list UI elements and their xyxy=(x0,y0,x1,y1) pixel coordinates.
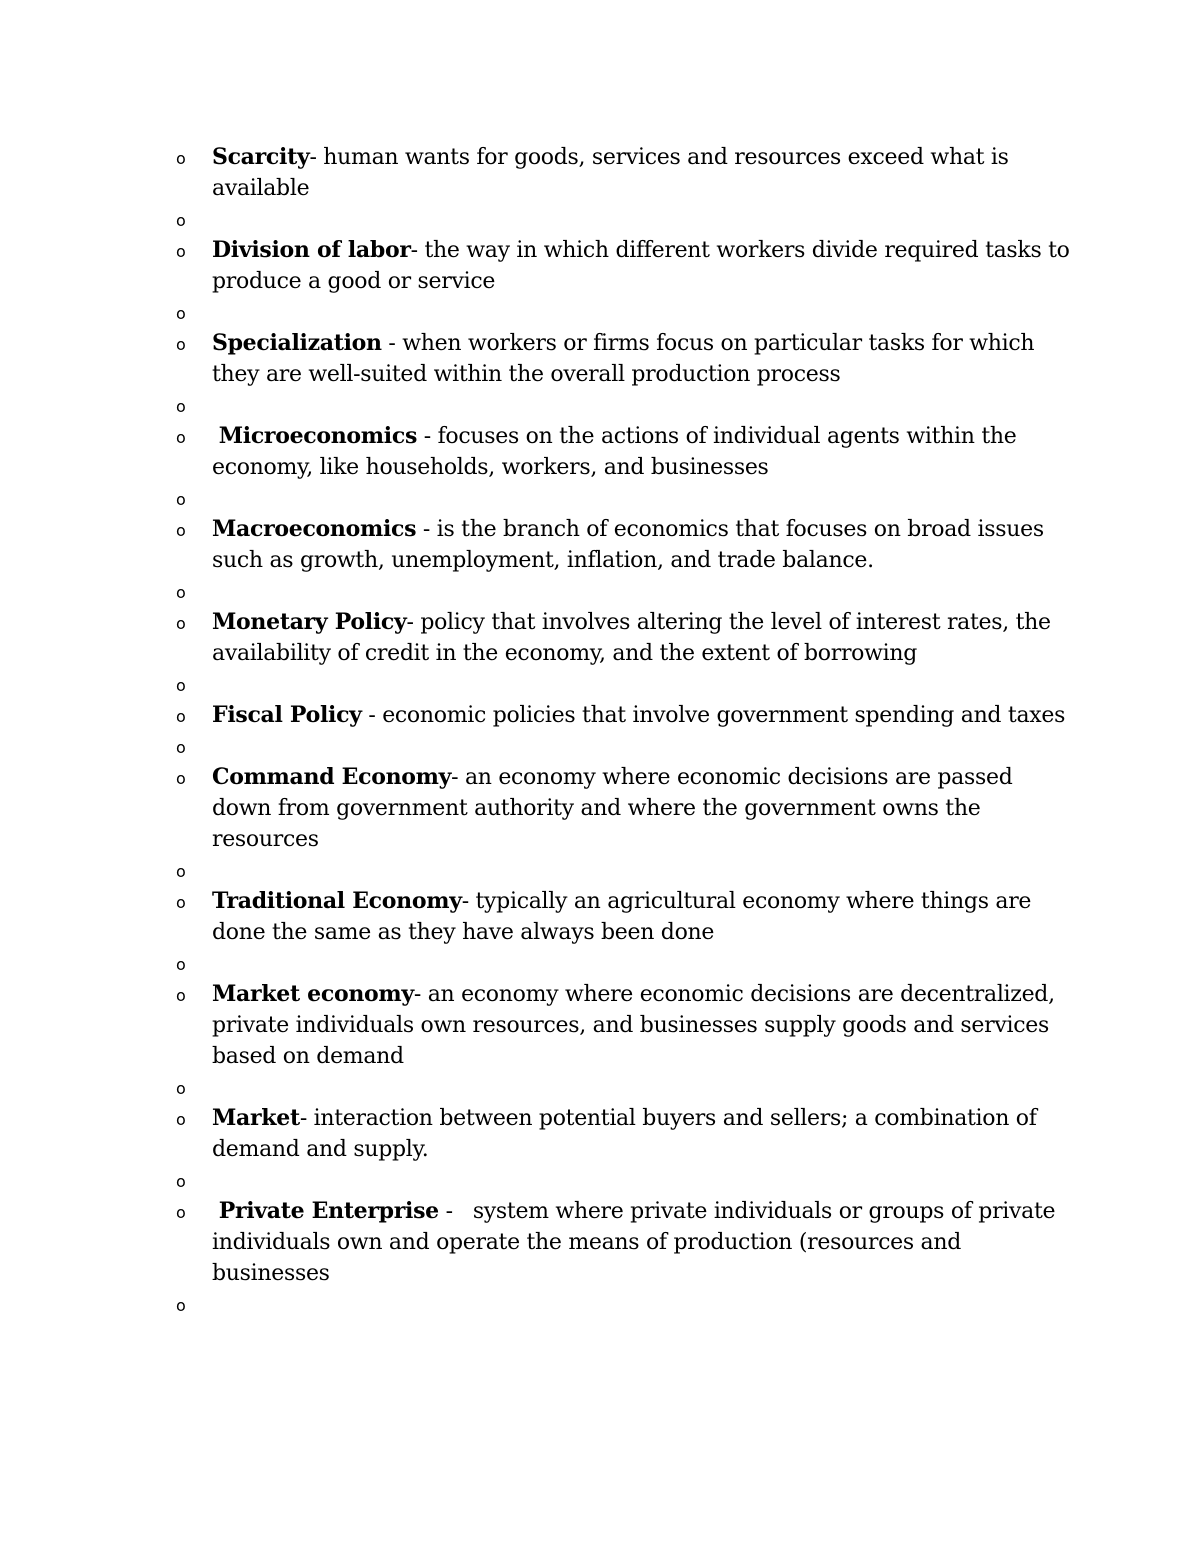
definition-item xyxy=(0,328,1200,390)
bullet-icon: o xyxy=(176,986,186,1005)
definition-separator: - xyxy=(406,610,421,635)
bullet-icon: o xyxy=(176,397,186,416)
definition-separator: - xyxy=(451,765,465,790)
bullet-icon: o xyxy=(176,304,186,323)
bullet-icon: o xyxy=(176,1079,186,1098)
empty-list-item xyxy=(0,731,1200,762)
bullet-icon: o xyxy=(176,1296,186,1315)
definition-text: when workers or firms focus on particular tasks for which they are well-suited within the overall production process xyxy=(212,331,1035,387)
definition-text: focuses on the actions of individual agents within the economy, like households, workers, and businesses xyxy=(212,424,1017,480)
definition-item xyxy=(0,979,1200,1072)
empty-list-item xyxy=(0,204,1200,235)
definition-text: the way in which different workers divide required tasks to produce a good or service xyxy=(212,238,1070,294)
definition-text: an economy where economic decisions are passed down from government authority and where the government owns the resources xyxy=(212,765,1013,852)
empty-list-item xyxy=(0,576,1200,607)
bullet-icon: o xyxy=(176,1203,186,1222)
definition-item xyxy=(0,607,1200,669)
bullet-icon: o xyxy=(176,676,186,695)
definition-list xyxy=(0,142,1200,1320)
bullet-icon: o xyxy=(176,769,186,788)
bullet-icon: o xyxy=(176,428,186,447)
definition-separator: - xyxy=(361,703,383,728)
definition-term: Macroeconomics xyxy=(212,516,417,542)
definition-text: economic policies that involve government spending and taxes xyxy=(382,703,1066,728)
definition-separator: - xyxy=(381,331,403,356)
definition-separator: - xyxy=(299,1106,314,1131)
definition-text: an economy where economic decisions are decentralized, private individuals own resources, and businesses supply goods and services based on demand xyxy=(212,982,1055,1069)
bullet-icon: o xyxy=(176,149,186,168)
definition-term: Specialization xyxy=(212,330,382,356)
definition-text: policy that involves altering the level of interest rates, the availability of credit in the economy, and the extent of borrowing xyxy=(212,610,1051,666)
definition-term: Division of labor xyxy=(212,237,411,263)
definition-separator: - xyxy=(413,982,428,1007)
empty-list-item xyxy=(0,483,1200,514)
bullet-icon: o xyxy=(176,955,186,974)
definition-text: human wants for goods, services and resources exceed what is available xyxy=(212,145,1009,201)
definition-separator: - xyxy=(416,517,437,542)
bullet-icon: o xyxy=(176,242,186,261)
bullet-icon: o xyxy=(176,1110,186,1129)
definition-separator: - xyxy=(438,1199,473,1224)
bullet-icon: o xyxy=(176,1172,186,1191)
definition-term: Traditional Economy xyxy=(212,888,462,914)
bullet-icon: o xyxy=(176,862,186,881)
empty-list-item xyxy=(0,948,1200,979)
definition-separator: - xyxy=(417,424,438,449)
definition-term: Private Enterprise xyxy=(218,1198,439,1224)
definition-separator: - xyxy=(309,145,324,170)
bullet-icon: o xyxy=(176,614,186,633)
empty-list-item xyxy=(0,1289,1200,1320)
definition-item xyxy=(0,514,1200,576)
definition-term: Market economy xyxy=(212,981,414,1007)
definition-text: typically an agricultural economy where things are done the same as they have always been done xyxy=(212,889,1032,945)
definition-item xyxy=(0,886,1200,948)
definition-item xyxy=(0,235,1200,297)
definition-term: Scarcity xyxy=(212,144,310,170)
definition-term: Market xyxy=(212,1105,300,1131)
definition-item xyxy=(0,1103,1200,1165)
definition-term: Monetary Policy xyxy=(212,609,407,635)
empty-list-item xyxy=(0,1165,1200,1196)
definition-item xyxy=(0,142,1200,204)
definition-separator: - xyxy=(461,889,476,914)
bullet-icon: o xyxy=(176,335,186,354)
definition-term: Microeconomics xyxy=(218,423,418,449)
definition-text: is the branch of economics that focuses on broad issues such as growth, unemployment, inflation, and trade balance. xyxy=(212,517,1044,573)
bullet-icon: o xyxy=(176,583,186,602)
definition-item xyxy=(0,700,1200,731)
definition-text: system where private individuals or groups of private individuals own and operate the means of production (resources and businesses xyxy=(212,1199,1056,1286)
definition-term: Command Economy xyxy=(212,764,452,790)
empty-list-item xyxy=(0,1072,1200,1103)
bullet-icon: o xyxy=(176,893,186,912)
definition-item xyxy=(0,421,1200,483)
bullet-icon: o xyxy=(176,707,186,726)
bullet-icon: o xyxy=(176,211,186,230)
bullet-icon: o xyxy=(176,521,186,540)
empty-list-item xyxy=(0,855,1200,886)
bullet-icon: o xyxy=(176,738,186,757)
empty-list-item xyxy=(0,297,1200,328)
definition-text: interaction between potential buyers and sellers; a combination of demand and supply. xyxy=(212,1106,1037,1162)
definition-item xyxy=(0,1196,1200,1289)
definition-term: Fiscal Policy xyxy=(212,702,362,728)
empty-list-item xyxy=(0,669,1200,700)
bullet-icon: o xyxy=(176,490,186,509)
definition-item xyxy=(0,762,1200,855)
definition-separator: - xyxy=(410,238,425,263)
empty-list-item xyxy=(0,390,1200,421)
